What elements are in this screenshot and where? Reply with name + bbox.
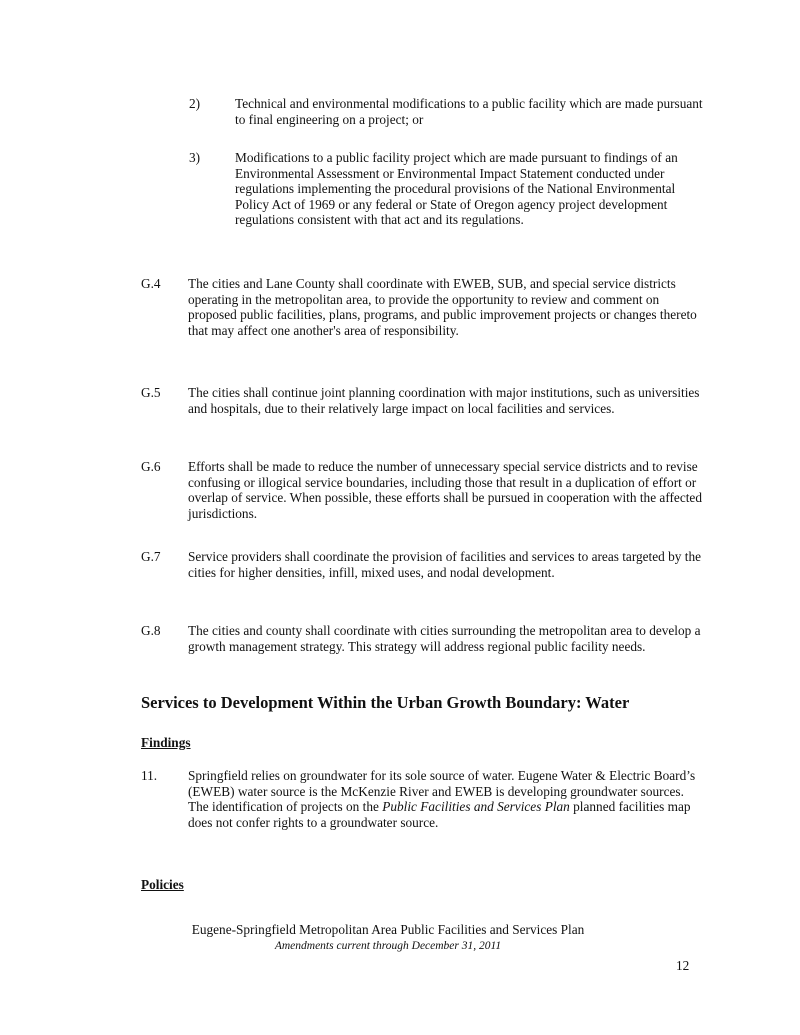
finding-number: 11. — [141, 768, 158, 783]
policy-text: The cities and Lane County shall coordinate with EWEB, SUB, and special service districts operating in the metropolitan area, to provide the opportunity to review and comment on proposed public facilities, plans, programs, and public improvement projects or changes thereto that may affect one another's area of responsibility. — [188, 276, 697, 338]
sub-item-text: Modifications to a public facility project which are made pursuant to findings of an Environmental Assessment or Environmental Impact Statement conducted under regulations implementing the procedural provisions of the National Environmental Policy Act of 1969 or any federal or State of Oregon agency project development regulations consistent with that act and its regulations. — [235, 150, 678, 228]
finding-11 — [141, 768, 711, 830]
policy-g7 — [141, 549, 711, 580]
finding-text-italic: Public Facilities and Services Plan — [382, 799, 570, 815]
policies-label: Policies — [141, 877, 184, 892]
findings-label: Findings — [141, 735, 191, 750]
policy-g8 — [141, 623, 711, 654]
policy-number: G.8 — [141, 623, 161, 638]
sub-item-number: 2) — [189, 96, 201, 111]
footer-title: Eugene-Springfield Metropolitan Area Public Facilities and Services Plan — [191, 922, 585, 937]
sub-item-2 — [189, 96, 709, 127]
policy-g5 — [141, 385, 711, 416]
sub-item-number: 3) — [189, 150, 201, 165]
policy-number: G.4 — [141, 276, 161, 291]
finding-text-after: planned facilities map does not confer rights to a groundwater source. — [188, 799, 691, 830]
policy-number: G.5 — [141, 385, 161, 400]
finding-text — [188, 768, 698, 830]
policy-text: The cities and county shall coordinate with cities surrounding the metropolitan area to develop a growth management strategy. This strategy will address regional public facility needs. — [188, 623, 701, 654]
policy-text: Service providers shall coordinate the provision of facilities and services to areas targeted by the cities for higher densities, infill, mixed uses, and nodal development. — [188, 549, 701, 580]
sub-item-text: Technical and environmental modifications to a public facility which are made pursuant to final engineering on a project; or — [235, 96, 703, 127]
footer-subtitle: Amendments current through December 31, 2011 — [274, 940, 502, 952]
finding-text-before: Springfield relies on groundwater for its sole source of water. Eugene Water & Electric Board’s (EWEB) water source is the McKenzie River and EWEB is developing groundwater sources. The identification of projects on the — [188, 768, 696, 815]
policy-g4 — [141, 276, 711, 338]
policy-text: Efforts shall be made to reduce the number of unnecessary special service districts and to revise confusing or illogical service boundaries, including those that result in a duplication of effort or overlap of service. When possible, these efforts shall be pursued in cooperation with the affected jurisdictions. — [188, 459, 702, 521]
policy-number: G.6 — [141, 459, 161, 474]
policy-text: The cities shall continue joint planning coordination with major institutions, such as universities and hospitals, due to their relatively large impact on local facilities and services. — [188, 385, 700, 416]
policy-g6 — [141, 459, 711, 521]
page-number: 12 — [676, 958, 690, 973]
section-heading: Services to Development Within the Urban Growth Boundary: Water — [141, 693, 630, 712]
policy-number: G.7 — [141, 549, 161, 564]
sub-item-3 — [189, 150, 709, 228]
